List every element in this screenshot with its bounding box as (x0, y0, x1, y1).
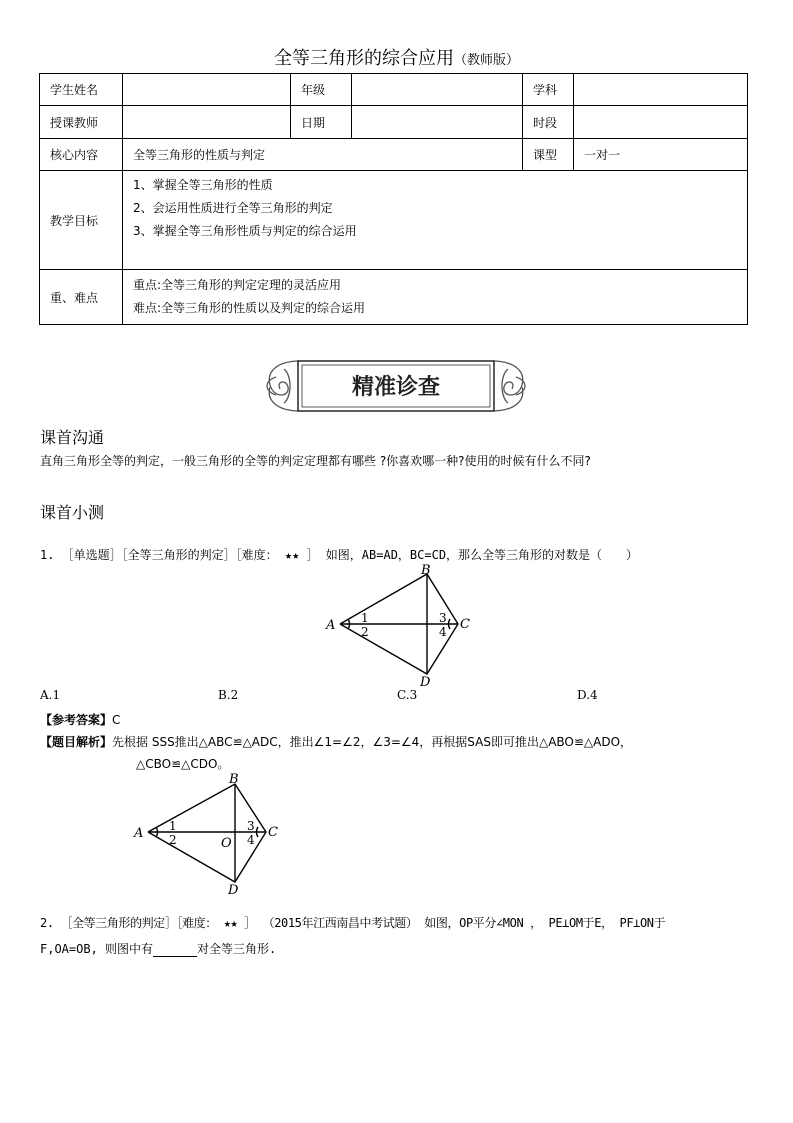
angle-label-3: 3 (439, 611, 447, 625)
question-2-line1: 2. ［全等三角形的判定］［难度： ★★ ］ （2015年江西南昌中考试题） 如图，OP平分∠MON ， PE⊥OM于E， PF⊥ON于 (40, 916, 666, 930)
angle-label-1: 1 (169, 819, 177, 833)
grade-value (352, 74, 523, 106)
point-label-c: C (460, 617, 470, 632)
question-stem: 1. ［单选题］［全等三角形的判定］［难度： ★★ ］ 如图，AB=AD，BC=CD，那么全等三角形的对数是（ ） (40, 548, 639, 562)
point-label-a: A (134, 826, 144, 841)
table-row (40, 139, 748, 171)
table-row (40, 270, 748, 325)
core-label: 核心内容 (40, 139, 123, 171)
key-point-item: 难点:全等三角形的性质以及判定的综合运用 (133, 301, 366, 315)
lesson-info-table (39, 73, 748, 325)
angle-label-2: 2 (169, 833, 177, 847)
date-label: 日期 (291, 106, 352, 139)
figure-kite-1 (320, 562, 480, 690)
answer-value: C (112, 713, 121, 727)
question-2-text-end: 对全等三角形. (197, 942, 277, 956)
section-heading: 课首小测 (40, 503, 105, 522)
banner-title: 精准诊查 (351, 374, 441, 400)
option-c: C.3 (397, 688, 418, 702)
question-2-text: F,OA=OB, 则图中有 (40, 942, 154, 956)
analysis-text-cont: △CBO≌△CDO。 (136, 757, 230, 771)
angle-label-4: 4 (439, 625, 447, 639)
question-2-line2 (40, 940, 276, 957)
option-d: D.4 (577, 688, 598, 702)
option-b: B.2 (218, 688, 239, 702)
point-label-o: O (221, 836, 232, 851)
analysis-label: 【题目解析】 (40, 735, 113, 749)
table-row (40, 106, 748, 139)
point-label-c: C (268, 825, 278, 840)
angle-label-4: 4 (247, 833, 255, 847)
course-type-label: 课型 (523, 139, 574, 171)
subject-value (574, 74, 748, 106)
goals-label: 教学目标 (40, 171, 123, 270)
section-text: 直角三角形全等的判定，一般三角形的全等的判定定理都有哪些 ?你喜欢哪一种?使用的时候有什么不同? (40, 454, 591, 468)
answer-blank[interactable] (153, 944, 197, 957)
point-label-b: B (421, 563, 431, 578)
ornament-right-icon (492, 361, 525, 411)
key-label: 重、难点 (40, 270, 123, 325)
key-point-item: 重点:全等三角形的判定定理的灵活应用 (133, 278, 342, 292)
goal-item: 2、会运用性质进行全等三角形的判定 (133, 201, 333, 215)
answer-label: 【参考答案】 (40, 713, 113, 727)
point-label-b: B (229, 772, 239, 787)
goal-item: 3、掌握全等三角形性质与判定的综合运用 (133, 224, 357, 238)
period-label: 时段 (523, 106, 574, 139)
analysis-line (40, 733, 632, 750)
teacher-value (123, 106, 291, 139)
title-sub: （教师版） (453, 53, 519, 68)
period-value (574, 106, 748, 139)
goal-item: 1、掌握全等三角形的性质 (133, 178, 273, 192)
title-main: 全等三角形的综合应用 (273, 48, 454, 69)
core-value: 全等三角形的性质与判定 (123, 139, 523, 171)
date-value (352, 106, 523, 139)
section-heading: 课首沟通 (40, 428, 105, 447)
key-points-list (123, 270, 748, 325)
table-row (40, 74, 748, 106)
point-label-d: D (228, 883, 239, 898)
point-label-d: D (420, 675, 431, 690)
angle-label-1: 1 (361, 611, 369, 625)
table-row (40, 171, 748, 270)
angle-label-2: 2 (361, 625, 369, 639)
figure-kite-2 (128, 770, 288, 898)
student-name-label: 学生姓名 (40, 74, 123, 106)
course-type-value: 一对一 (574, 139, 748, 171)
angle-label-3: 3 (247, 819, 255, 833)
analysis-text: 先根据 SSS推出△ABC≌△ADC，推出∠1=∠2，∠3=∠4，再根据SAS即可推出△ABO≌△ADO， (112, 735, 633, 749)
subject-label: 学科 (523, 74, 574, 106)
goals-list (123, 171, 748, 270)
section-banner (262, 355, 530, 417)
answer-line (40, 711, 120, 728)
option-a: A.1 (40, 688, 61, 702)
point-label-a: A (326, 618, 336, 633)
student-name-value (123, 74, 291, 106)
page-title (0, 44, 793, 70)
ornament-left-icon (267, 361, 300, 411)
teacher-label: 授课教师 (40, 106, 123, 139)
grade-label: 年级 (291, 74, 352, 106)
